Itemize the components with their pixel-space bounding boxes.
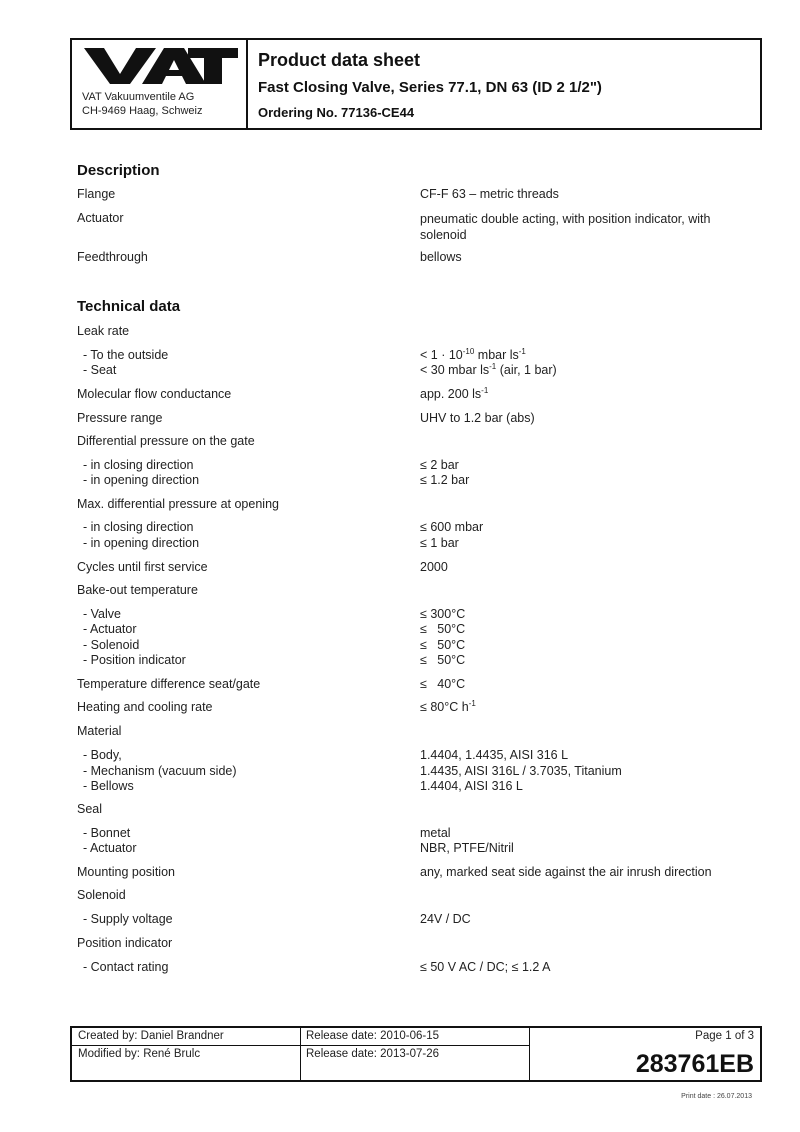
diff-closing-label: - in closing direction <box>83 458 194 472</box>
conductance-label: Molecular flow conductance <box>77 387 232 401</box>
doc-subtitle: Fast Closing Valve, Series 77.1, DN 63 (ID 2 1/2") <box>258 79 602 96</box>
contact-rating-value: ≤ 50 V AC / DC; ≤ 1.2 A <box>420 960 551 974</box>
heating-label: Heating and cooling rate <box>77 700 213 714</box>
company-address <box>82 90 202 118</box>
material-body-value: 1.4404, 1.4435, AISI 316 L <box>420 748 569 762</box>
print-date: Print date : 26.07.2013 <box>681 1093 752 1100</box>
max-diff-opening-label: - in opening direction <box>83 536 200 550</box>
page-number: Page 1 of 3 <box>695 1030 754 1042</box>
conductance-value: app. 200 $ls^{-1}$ <box>420 385 489 401</box>
heating-value: ≤ 80°C $h^{-1}$ <box>420 698 476 714</box>
pressure-range-value: UHV to 1.2 bar (abs) <box>420 411 535 425</box>
company-block <box>72 40 248 128</box>
max-diff-opening-value: ≤ 1 bar <box>420 536 459 550</box>
doc-title: Product data sheet <box>258 50 421 70</box>
leak-seat-value: < 30 mbar $ls^{-1}$ (air, 1 bar) <box>420 361 557 377</box>
seal-actuator-label: - Actuator <box>83 841 137 855</box>
header-box <box>70 38 762 130</box>
leak-outside-value: < $1 \cdot 10^{-10}$ mbar $ls^{-1}$ <box>420 346 526 362</box>
flange-label: Flange <box>77 187 116 201</box>
footer-box <box>70 1026 762 1082</box>
actuator-label: Actuator <box>77 211 124 225</box>
material-bellows-label: - Bellows <box>83 779 134 793</box>
bakeout-actuator-label: - Actuator <box>83 622 137 636</box>
feedthrough-value: bellows <box>420 250 462 264</box>
ordering-number: Ordering No. 77136-CE44 <box>258 105 415 120</box>
bakeout-indicator-label: - Position indicator <box>83 653 186 667</box>
release-date-2: Release date: 2013-07-26 <box>306 1048 439 1060</box>
cycles-label: Cycles until first service <box>77 560 208 574</box>
company-name: VAT Vakuumventile AG <box>82 91 195 103</box>
pressure-range-label: Pressure range <box>77 411 163 425</box>
max-diff-closing-label: - in closing direction <box>83 520 194 534</box>
document-number: 283761EB <box>635 1050 754 1078</box>
leak-seat-label: - Seat <box>83 363 117 377</box>
max-diff-label: Max. differential pressure at opening <box>77 497 279 511</box>
bakeout-label: Bake-out temperature <box>77 583 198 597</box>
leak-outside-label: - To the outside <box>83 348 169 362</box>
material-mechanism-label: - Mechanism (vacuum side) <box>83 764 237 778</box>
mounting-value: any, marked seat side against the air inrush direction <box>420 865 712 879</box>
seal-bonnet-label: - Bonnet <box>83 826 131 840</box>
seal-bonnet-value: metal <box>420 826 451 840</box>
supply-voltage-value: 24V / DC <box>420 912 471 926</box>
technical-heading: Technical data <box>77 298 181 315</box>
max-diff-closing-value: ≤ 600 mbar <box>420 520 484 534</box>
position-indicator-label: Position indicator <box>77 936 173 950</box>
supply-voltage-label: - Supply voltage <box>83 912 173 926</box>
solenoid-label: Solenoid <box>77 888 126 902</box>
material-mechanism-value: 1.4435, AISI 316L / 3.7035, Titanium <box>420 764 622 778</box>
cycles-value: 2000 <box>420 560 448 574</box>
diff-closing-value: ≤ 2 bar <box>420 458 459 472</box>
bakeout-actuator-value: ≤ 50°C <box>420 622 466 636</box>
contact-rating-label: - Contact rating <box>83 960 169 974</box>
title-block <box>258 48 602 121</box>
diff-opening-value: ≤ 1.2 bar <box>420 473 470 487</box>
created-by: Created by: Daniel Brandner <box>78 1030 224 1042</box>
material-bellows-value: 1.4404, AISI 316 L <box>420 779 523 793</box>
temp-diff-label: Temperature difference seat/gate <box>77 677 261 691</box>
material-body-label: - Body, <box>83 748 122 762</box>
seal-label: Seal <box>77 802 103 816</box>
diff-pressure-label: Differential pressure on the gate <box>77 434 255 448</box>
temp-diff-value: ≤ 40°C <box>420 677 466 691</box>
description-heading: Description <box>77 162 160 179</box>
seal-actuator-value: NBR, PTFE/Nitril <box>420 841 514 855</box>
bakeout-solenoid-value: ≤ 50°C <box>420 638 466 652</box>
bakeout-indicator-value: ≤ 50°C <box>420 653 466 667</box>
release-date-1: Release date: 2010-06-15 <box>306 1030 439 1042</box>
company-location: CH-9469 Haag, Schweiz <box>82 105 203 117</box>
flange-value: CF-F 63 – metric threads <box>420 187 559 201</box>
bakeout-valve-label: - Valve <box>83 607 121 621</box>
bakeout-valve-value: ≤ 300°C <box>420 607 466 621</box>
vat-logo <box>84 46 238 86</box>
feedthrough-label: Feedthrough <box>77 250 148 264</box>
bakeout-solenoid-label: - Solenoid <box>83 638 140 652</box>
diff-opening-label: - in opening direction <box>83 473 200 487</box>
material-label: Material <box>77 724 122 738</box>
modified-by: Modified by: René Brulc <box>78 1048 201 1060</box>
leak-rate-label: Leak rate <box>77 324 130 338</box>
actuator-value: pneumatic double acting, with position indicator, with solenoid <box>420 212 711 242</box>
mounting-label: Mounting position <box>77 865 175 879</box>
